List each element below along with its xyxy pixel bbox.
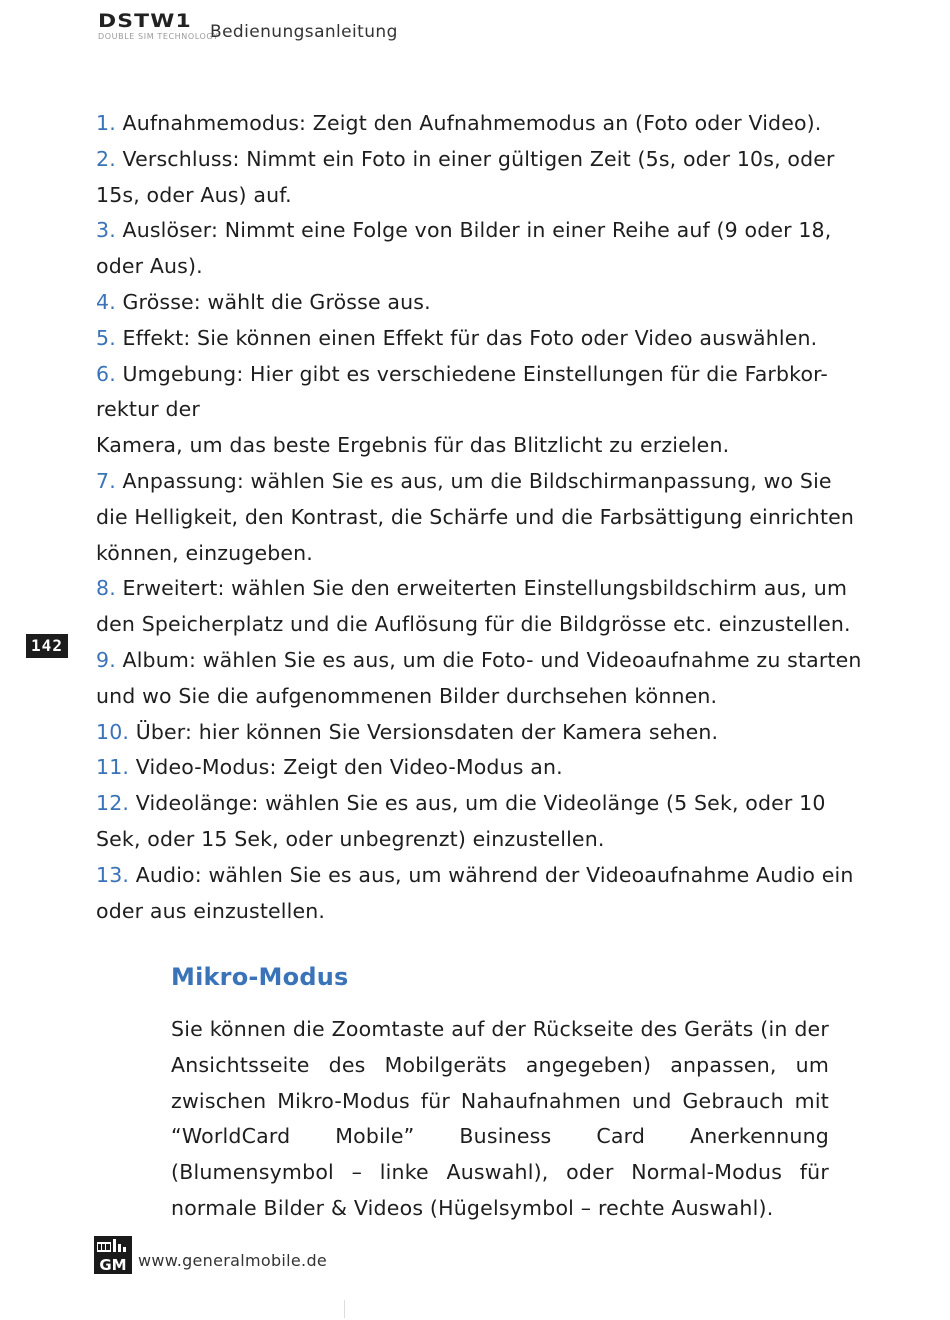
list-item — [96, 357, 866, 429]
item-text: Audio: wählen Sie es aus, um während der Videoaufnahme Audio ein oder aus einzustellen. — [96, 862, 854, 923]
item-number: 11. — [96, 755, 130, 780]
item-text: Album: wählen Sie es aus, um die Foto- und Videoaufnahme zu starten und wo Sie die aufgenommenen Bilder durchsehen können. — [96, 647, 862, 708]
item-text: Über: hier können Sie Versionsdaten der Kamera sehen. — [129, 719, 719, 744]
section-body: Sie können die Zoomtaste auf der Rückseite des Geräts (in der Ansichtsseite des Mobilgeräts angegeben) anpassen, um zwischen Mikro-Modus für Nahaufnahmen und Gebrauch mit “WorldCard Mobile” Business Card Anerkennung (Blumensymbol – linke Auswahl), oder Normal-Modus für normale Bilder & Videos (Hügelsymbol – rechte Auswahl). — [171, 1017, 829, 1220]
item-text: Verschluss: Nimmt ein Foto in einer gültigen Zeit (5s, oder 10s, oder 15s, oder Aus) auf. — [96, 146, 835, 207]
list-item-continuation: Kamera, um das beste Ergebnis für das Blitzlicht zu erzielen. — [96, 433, 730, 458]
item-text: Umgebung: Hier gibt es verschiedene Einstellungen für die Farbkor-rektur der — [96, 361, 828, 422]
list-item — [96, 858, 866, 930]
page-number: 142 — [26, 634, 68, 658]
item-number: 7. — [96, 468, 116, 493]
item-number: 2. — [96, 146, 116, 171]
document-title: Bedienungsanleitung — [210, 22, 398, 42]
item-number: 5. — [96, 325, 116, 350]
item-number: 9. — [96, 647, 116, 672]
list-item — [96, 213, 866, 285]
item-number: 6. — [96, 361, 116, 386]
list-item — [96, 285, 866, 321]
item-text: Auslöser: Nimmt eine Folge von Bilder in einer Reihe auf (9 oder 18, oder Aus). — [96, 218, 832, 279]
list-item — [96, 750, 866, 786]
item-number: 1. — [96, 111, 116, 135]
item-number: 13. — [96, 862, 130, 887]
gm-logo-icon — [94, 1236, 132, 1274]
item-text: Video-Modus: Zeigt den Video-Modus an. — [129, 755, 563, 780]
item-number: 4. — [96, 289, 116, 314]
list-item — [96, 786, 866, 858]
item-text: Aufnahmemodus: Zeigt den Aufnahmemodus an (Foto oder Video). — [115, 111, 822, 135]
crop-mark — [344, 1300, 345, 1318]
list-item — [96, 321, 866, 357]
list-item — [96, 643, 866, 715]
section-title: Mikro-Modus — [171, 963, 349, 991]
list-item — [96, 464, 866, 571]
item-text: Erweitert: wählen Sie den erweiterten Einstellungsbildschirm aus, um den Speicherplatz und die Auflösung für die Bildgrösse etc. einzustellen. — [96, 576, 851, 637]
footer-url: www.generalmobile.de — [138, 1251, 328, 1270]
item-text: Anpassung: wählen Sie es aus, um die Bildschirmanpassung, wo Sie die Helligkeit, den Kontrast, die Schärfe und die Farbsättigung einrichten können, einzugeben. — [96, 468, 855, 565]
item-number: 8. — [96, 576, 116, 601]
gm-logo-text: GM — [99, 1256, 127, 1274]
list-item — [96, 715, 866, 751]
list-item — [96, 142, 866, 214]
item-text: Grösse: wählt die Grösse aus. — [115, 289, 431, 314]
feature-list — [96, 106, 866, 929]
item-text: Videolänge: wählen Sie es aus, um die Videolänge (5 Sek, oder 10 Sek, oder 15 Sek, oder unbegrenzt) einzustellen. — [96, 791, 826, 851]
brand-logo: DSTW1 — [98, 10, 192, 32]
header — [98, 10, 398, 42]
list-item — [96, 106, 866, 142]
item-text: Effekt: Sie können einen Effekt für das Foto oder Video auswählen. — [115, 325, 818, 350]
brand-logo-subtitle: DOUBLE SIM TECHNOLOGY — [98, 32, 219, 41]
item-number: 10. — [96, 719, 130, 744]
item-number: 3. — [96, 218, 116, 243]
item-number: 12. — [96, 791, 130, 816]
list-item — [96, 571, 866, 643]
